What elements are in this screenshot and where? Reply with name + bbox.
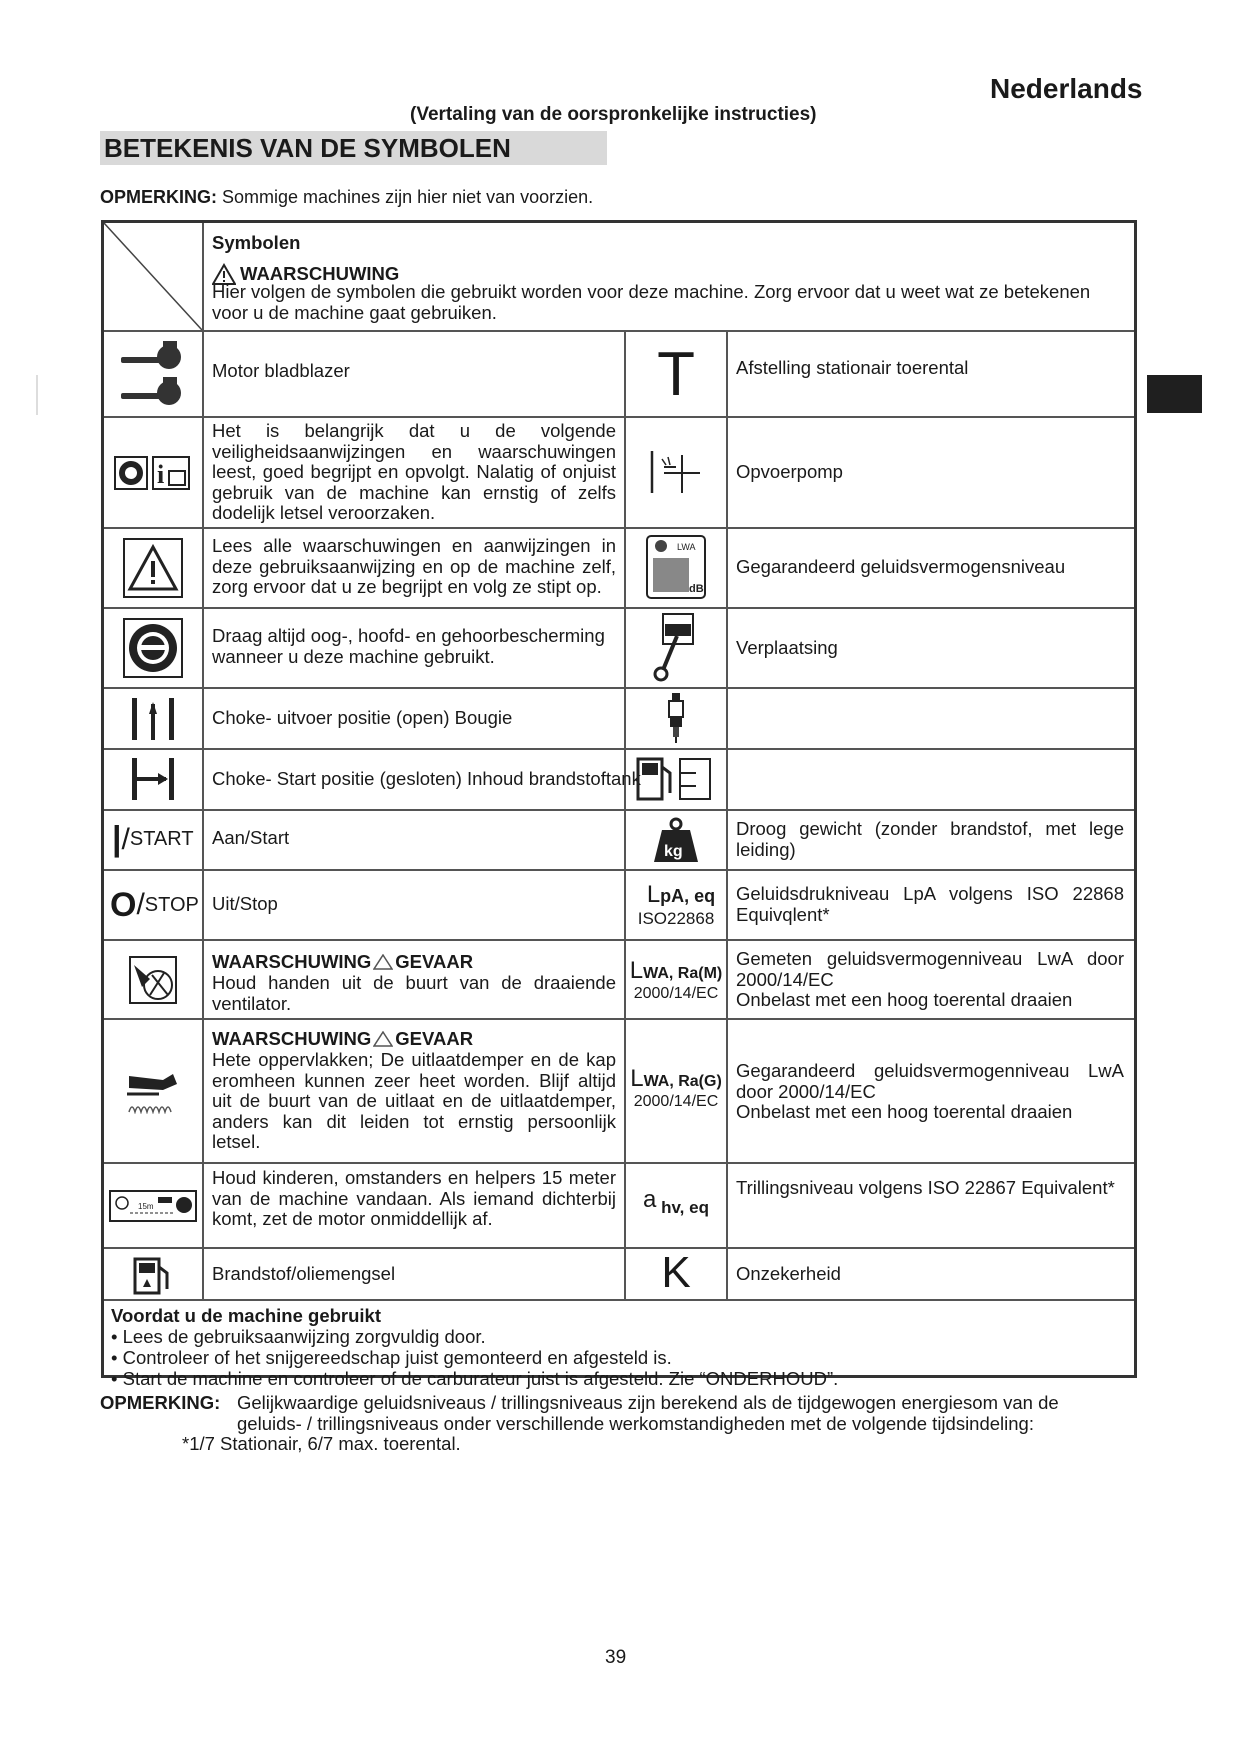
start-label: START: [129, 828, 194, 850]
language-label: Nederlands: [990, 73, 1143, 104]
row8-left-text: Uit/Stop: [212, 893, 278, 914]
stop-label: STOP: [144, 893, 199, 916]
row6-left-text: Choke- Start positie (gesloten) Inhoud brandstoftank: [212, 768, 641, 789]
svg-text:i: i: [157, 460, 165, 489]
row10-left-title: WAARSCHUWING GEVAAR: [212, 1028, 474, 1049]
choke-open-icon: [108, 692, 198, 746]
note-top-text: Sommige machines zijn hier niet van voorzien.: [217, 187, 594, 207]
primer-pump-icon: [626, 419, 726, 525]
footer-item: • Start de machine en controleer of de carburateur juist is afgesteld. Zie “ONDERHOUD”.: [111, 1368, 839, 1389]
row2-right-text: Opvoerpomp: [736, 461, 843, 482]
db-label: dB: [689, 583, 704, 595]
hot-surface-icon: [108, 1023, 198, 1159]
footer-item: • Controleer of het snijgereedschap juist gemonteerd en afgesteld is.: [111, 1347, 672, 1368]
note-top-label: OPMERKING:: [100, 187, 217, 207]
spark-plug-icon: [626, 689, 726, 747]
row3-right-text: Gegarandeerd geluidsvermogensniveau: [736, 556, 1066, 577]
uncertainty-symbol: K: [661, 1248, 691, 1297]
section-title: BETEKENIS VAN DE SYMBOLEN: [100, 131, 607, 165]
note-bottom-line2: geluids- / trillingsniveaus onder verschillende werkomstandigheden met de volgende tijdsindeling:: [237, 1412, 1034, 1434]
symbols-table: [101, 220, 1137, 1389]
row8-right-text: Geluidsdrukniveau LpA volgens ISO 22868 Equivqlent*: [736, 883, 1124, 925]
stop-circle-icon: O: [110, 885, 137, 924]
vibration-symbol: a hv, eq: [643, 1186, 709, 1217]
row9-left-title: WAARSCHUWING GEVAAR: [212, 951, 474, 972]
start-bar-icon: |: [112, 820, 122, 858]
header-diagonal: [104, 223, 202, 330]
row10-right-text-b: Onbelast met een hoog toerental draaien: [736, 1101, 1073, 1122]
row12-left-text: Brandstof/oliemengsel: [212, 1263, 396, 1284]
page-number: 39: [605, 1647, 627, 1668]
fuel-tank-capacity-icon: [626, 751, 726, 807]
row1-right-text: Afstelling stationair toerental: [736, 357, 969, 378]
read-manual-icon: [108, 421, 198, 525]
row11-left-text: Houd kinderen, omstanders en helpers 15 meter van de machine vandaan. Als iemand dichterbij komt, zet de motor onmiddellijk af.: [212, 1167, 616, 1229]
protection-gear-icon: [108, 612, 198, 684]
choke-closed-icon: [108, 752, 198, 806]
lwa-guaranteed-symbol: LWA, Ra(G) 2000/14/EC: [630, 1065, 722, 1110]
note-bottom-line3: *1/7 Stationair, 6/7 max. toerental.: [182, 1433, 461, 1454]
stop-symbol: O / STOP: [110, 885, 199, 924]
row9-right-text: Gemeten geluidsvermogenniveau LwA door 2000/14/EC: [736, 948, 1124, 990]
fuel-mix-icon: [108, 1252, 198, 1297]
row7-right-text: Droog gewicht (zonder brandstof, met lege leiding): [736, 818, 1124, 860]
row3-left-text: Lees alle waarschuwingen en aanwijzingen in deze gebruiksaanwijzing en op de machine zelf, zorg ervoor dat u ze begrijpt en volg ze stipt op.: [212, 535, 616, 597]
row9-right-text-b: Onbelast met een hoog toerental draaien: [736, 989, 1073, 1010]
lpa-symbol: LpA, eq ISO22868: [637, 881, 716, 928]
bystander-distance-icon: [108, 1167, 198, 1245]
row10-right-text: Gegarandeerd geluidsvermogenniveau LwA door 2000/14/EC: [736, 1060, 1124, 1102]
idle-speed-symbol: T: [657, 339, 695, 409]
row9-left-text: Houd handen uit de buurt van de draaiende ventilator.: [212, 972, 616, 1014]
note-top: [100, 187, 593, 208]
warning-text: Hier volgen de symbolen die gebruikt worden voor deze machine. Zorg ervoor dat u weet wat ze betekenen voor u de machine gaat gebruiken.: [212, 281, 1091, 323]
note-bottom: [100, 1393, 1140, 1455]
warning-sign-icon: [108, 532, 198, 604]
guaranteed-sound-icon: [626, 529, 726, 605]
row1-left-text: Motor bladblazer: [212, 360, 350, 381]
footer-item: • Lees de gebruiksaanwijzing zorgvuldig door.: [111, 1326, 486, 1347]
row7-left-text: Aan/Start: [212, 827, 290, 848]
start-symbol: | / START: [112, 820, 194, 858]
lwa-measured-symbol: LWA, Ra(M) 2000/14/EC: [629, 957, 723, 1002]
note-bottom-line1: Gelijkwaardige geluidsniveaus / trillingsniveaus zijn berekend als de tijdgewogen energiesom van de: [237, 1392, 1059, 1413]
row11-right-text: Trillingsniveau volgens ISO 22867 Equivalent*: [736, 1177, 1115, 1198]
row4-left-text: Draag altijd oog-, hoofd- en gehoorbescherming wanneer u deze machine gebruikt.: [212, 625, 605, 667]
margin-mark: [36, 375, 38, 415]
row10-left-text: Hete oppervlakken; De uitlaatdemper en de kap eromheen kunnen zeer heet worden. Blijf altijd uit de buurt van de uitlaat en de uitlaatdemper, anders kan dit leiden tot ernstig persoonlijk letsel.: [212, 1049, 616, 1152]
row4-right-text: Verplaatsing: [736, 637, 838, 658]
weight-icon: [626, 813, 726, 867]
hazard-triangle-icon: [373, 954, 393, 970]
footer-title: Voordat u de machine gebruikt: [111, 1305, 382, 1326]
leaf-blower-icon: [108, 335, 198, 413]
row5-left-text: Choke- uitvoer positie (open) Bougie: [212, 707, 513, 728]
distance-label: 15m: [138, 1202, 154, 1211]
table-header-title: Symbolen: [212, 232, 301, 253]
note-bottom-label: OPMERKING:: [100, 1392, 221, 1413]
lwa-small-label: LWA: [677, 542, 696, 552]
kg-label: kg: [664, 843, 683, 860]
fan-hazard-icon: [108, 944, 198, 1016]
chapter-tab: [1147, 375, 1202, 413]
displacement-icon: [626, 609, 726, 685]
subtitle: (Vertaling van de oorspronkelijke instructies): [410, 104, 817, 125]
hazard-triangle-icon: [373, 1031, 393, 1047]
row12-right-text: Onzekerheid: [736, 1263, 841, 1284]
row2-left-text: Het is belangrijk dat u de volgende veiligheidsaanwijzingen en waarschuwingen leest, goed begrijpt en opvolgt. Nalatig of onjuist gebruik van de machine kan ernstig of zelfs dodelijk letsel veroorzaken.: [212, 420, 616, 523]
warning-label: WAARSCHUWING: [240, 262, 400, 284]
